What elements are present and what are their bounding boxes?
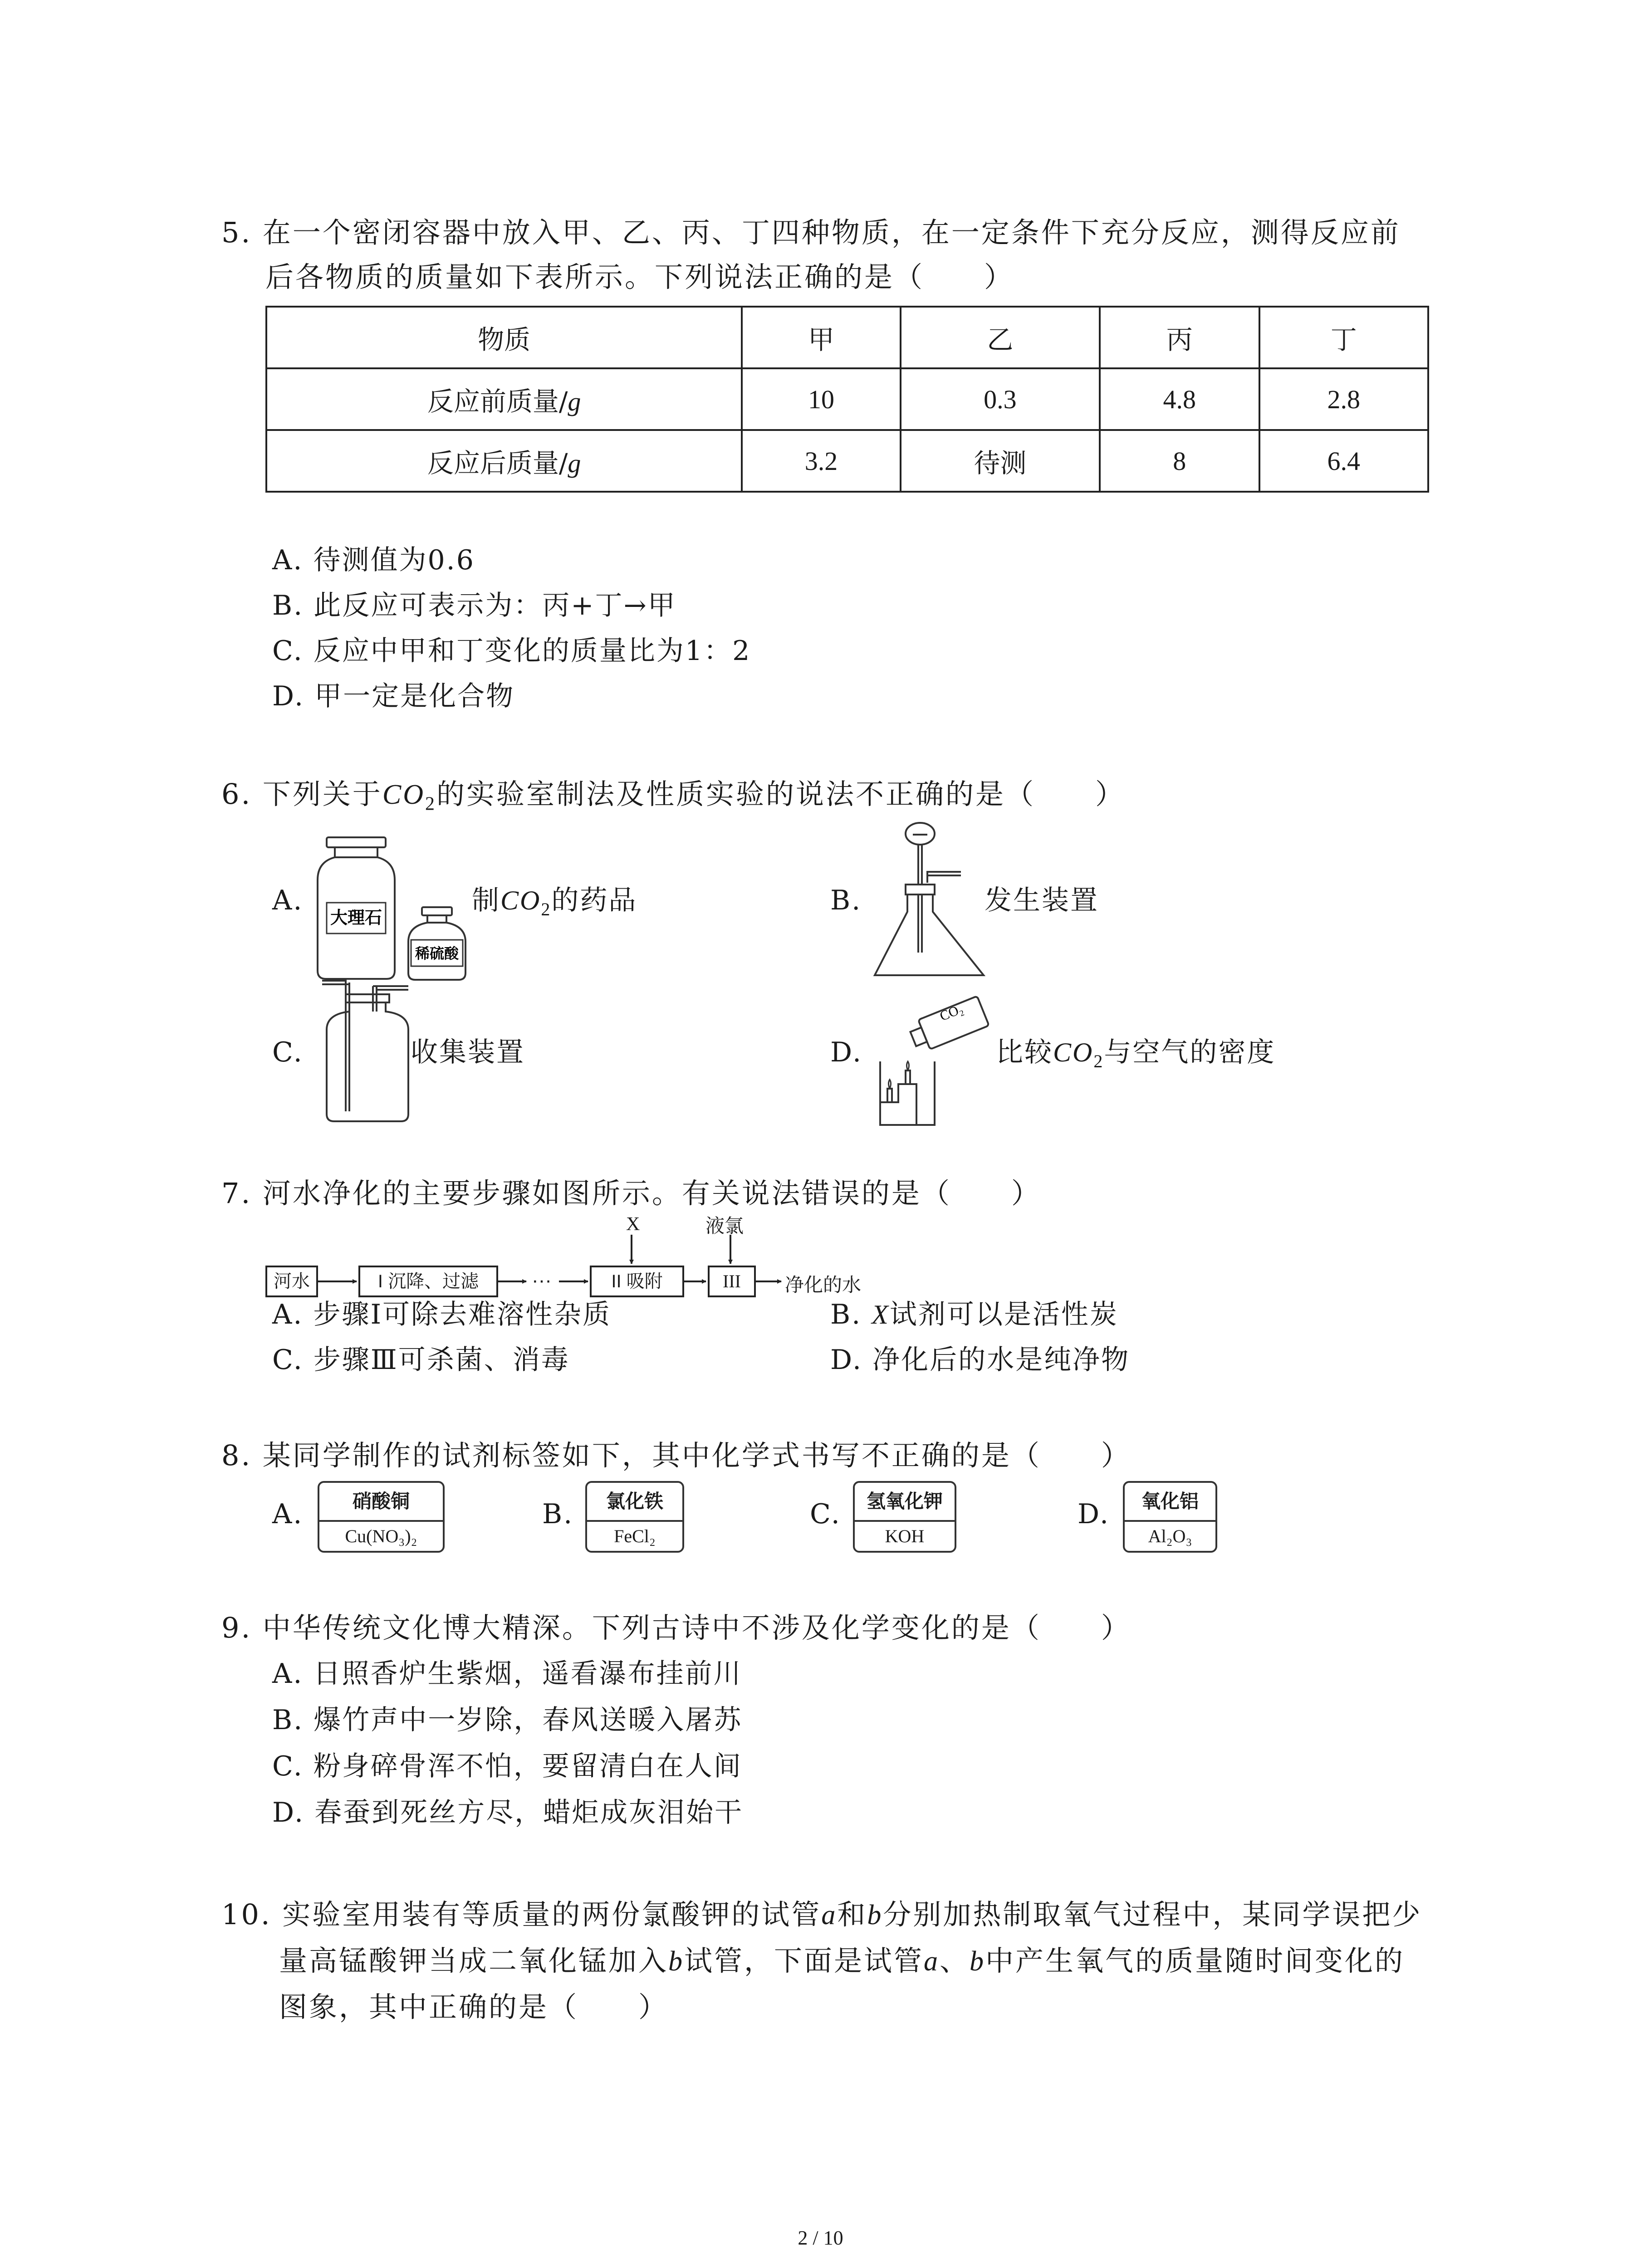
q5-option-a: A. 待测值为0.6 (272, 544, 475, 576)
reagent-label-b (585, 1481, 684, 1553)
q6-option-a-letter: A. (272, 885, 304, 916)
table-header-cell: 丁 (1259, 307, 1428, 368)
page-number: 2 / 10 (798, 2227, 843, 2249)
q6-d-text-post: 与空气的密度 (1104, 1036, 1276, 1068)
table-cell: 4.8 (1100, 368, 1259, 430)
q10-l1-post: 分别加热制取氧气过程中，某同学误把少 (883, 1898, 1422, 1931)
q7-option-a: A. 步骤Ⅰ可除去难溶性杂质 (272, 1299, 612, 1330)
q6-d-text-pre: 比较 (996, 1036, 1053, 1068)
reagent-label-name: 氢氧化钾 (855, 1483, 955, 1522)
tube-b: b (668, 1946, 685, 1977)
q8-option-b-letter: B. (542, 1498, 574, 1530)
table-cell: 6.4 (1259, 430, 1428, 492)
table-cell: 待测 (901, 430, 1100, 492)
q10-l1-mid: 和 (837, 1898, 867, 1931)
reagent-label-d (1123, 1481, 1217, 1553)
table-header-cell: 物质 (266, 307, 742, 368)
q6-a-text-post: 的药品 (551, 885, 637, 916)
reagent-label-name: 硝酸铜 (319, 1483, 443, 1522)
q5-option-c: C. 反应中甲和丁变化的质量比为1：2 (272, 635, 751, 667)
q10-stem-line1 (221, 1898, 1422, 1931)
co2-subscript: 2 (1093, 1051, 1104, 1071)
q7-option-b (830, 1301, 1118, 1328)
table-cell: 8 (1100, 430, 1259, 492)
q6-stem-post: 的实验室制法及性质实验的说法不正确的是（ ） (436, 777, 1126, 811)
q8-option-a-letter: A. (272, 1498, 304, 1530)
table-cell: 0.3 (901, 368, 1100, 430)
q6-a-text-pre: 制 (472, 885, 500, 916)
q10-l2-post: 中产生氧气的质量随时间变化的 (985, 1944, 1405, 1977)
large-bottle-label: 大理石 (330, 909, 382, 928)
q10-l2-mid: 试管，下面是试管 (684, 1944, 924, 1977)
q6-stem-pre: 6. 下列关于 (221, 777, 382, 811)
row-label-unit: g (568, 387, 581, 416)
co2-formula: CO (1053, 1037, 1094, 1067)
reagent-label-a (318, 1481, 445, 1553)
q7-option-d: D. 净化后的水是纯净物 (830, 1344, 1130, 1376)
q6-option-b-letter: B. (830, 885, 862, 916)
q9-option-b: B. 爆竹声中一岁除，春风送暖入屠苏 (272, 1704, 743, 1736)
q5-stem-line2: 后各物质的质量如下表所示。下列说法正确的是（ ） (265, 260, 1014, 293)
q6-option-d-letter: D. (830, 1036, 863, 1068)
table-header-cell: 乙 (901, 307, 1100, 368)
row-label-text: 反应前质量/ (427, 386, 568, 417)
reagent-label-formula: FeCl₂ (614, 1526, 656, 1546)
q7-b-post: 试剂可以是活性炭 (889, 1299, 1118, 1330)
co2-formula: CO (382, 779, 426, 810)
q7-option-c: C. 步骤Ⅲ可杀菌、消毒 (272, 1344, 570, 1376)
q10-l1-pre: 10. 实验室用装有等质量的两份氯酸钾的试管 (221, 1898, 822, 1931)
table-cell: 2.8 (1259, 368, 1428, 430)
flow-box-sedimentation-filtration: I 沉降、过滤 (358, 1266, 498, 1297)
tube-b: b (970, 1946, 986, 1977)
co2-subscript: 2 (425, 793, 437, 815)
table-cell: 10 (742, 368, 900, 430)
reagent-label-formula: KOH (885, 1526, 925, 1546)
q7-b-x: X (872, 1300, 890, 1330)
flow-input-x: X (626, 1214, 640, 1235)
q9-option-c: C. 粉身碎骨浑不怕，要留清白在人间 (272, 1750, 742, 1782)
q10-stem-line2 (279, 1944, 1405, 1977)
tube-a: a (821, 1900, 838, 1931)
q7-b-pre: B. (830, 1299, 872, 1330)
co2-formula: CO (500, 885, 541, 915)
q7-stem: 7. 河水净化的主要步骤如图所示。有关说法错误的是（ ） (221, 1177, 1041, 1210)
q8-option-c-letter: C. (810, 1498, 841, 1530)
q6-option-c-letter: C. (272, 1036, 304, 1068)
q9-stem: 9. 中华传统文化博大精深。下列古诗中不涉及化学变化的是（ ） (221, 1611, 1131, 1644)
q5-stem-line1: 5. 在一个密闭容器中放入甲、乙、丙、丁四种物质，在一定条件下充分反应，测得反应前 (221, 216, 1401, 249)
table-cell: 3.2 (742, 430, 900, 492)
reagent-label-formula: Cu(NO₃)₂ (345, 1526, 417, 1546)
q10-stem-line3: 图象，其中正确的是（ ） (279, 1990, 669, 2024)
q8-option-d-letter: D. (1078, 1498, 1110, 1530)
reagent-label-name: 氧化铝 (1125, 1483, 1215, 1522)
flow-end-purified-water: 净化的水 (785, 1274, 862, 1295)
q10-l2-pre: 量高锰酸钾当成二氧化锰加入 (279, 1944, 669, 1977)
reagent-label-c (853, 1481, 956, 1553)
reagent-label-formula: Al₂O₃ (1148, 1526, 1192, 1546)
q6-option-c-text: 收集装置 (411, 1036, 525, 1068)
flow-box-river-water: 河水 (265, 1266, 318, 1297)
tube-b: b (867, 1900, 883, 1931)
tube-a: a (924, 1946, 940, 1977)
q5-option-b: B. 此反应可表示为：丙+丁→甲 (272, 590, 676, 621)
flow-ellipsis: ··· (532, 1269, 552, 1291)
table-header-cell: 甲 (742, 307, 900, 368)
row-label-text: 反应后质量/ (427, 448, 568, 479)
row-label-unit: g (568, 449, 581, 478)
reagent-label-name: 氯化铁 (587, 1483, 682, 1522)
co2-subscript: 2 (541, 899, 552, 919)
q10-l2-sep: 、 (940, 1944, 970, 1977)
flow-box-step3: III (708, 1266, 756, 1297)
q8-stem: 8. 某同学制作的试剂标签如下，其中化学式书写不正确的是（ ） (221, 1439, 1131, 1472)
q9-option-a: A. 日照香炉生紫烟，遥看瀑布挂前川 (272, 1658, 742, 1690)
flow-box-adsorption: II 吸附 (590, 1266, 684, 1297)
small-bottle-label: 稀硫酸 (415, 945, 459, 962)
co2-bottle-label: CO₂ (937, 1001, 965, 1024)
q9-option-d: D. 春蚕到死丝方尽，蜡炬成灰泪始干 (272, 1797, 744, 1828)
q6-option-b-text: 发生装置 (985, 885, 1099, 916)
table-header-cell: 丙 (1100, 307, 1259, 368)
flow-input-liquid-chlorine: 液氯 (705, 1215, 744, 1237)
q5-option-d: D. 甲一定是化合物 (272, 680, 515, 712)
